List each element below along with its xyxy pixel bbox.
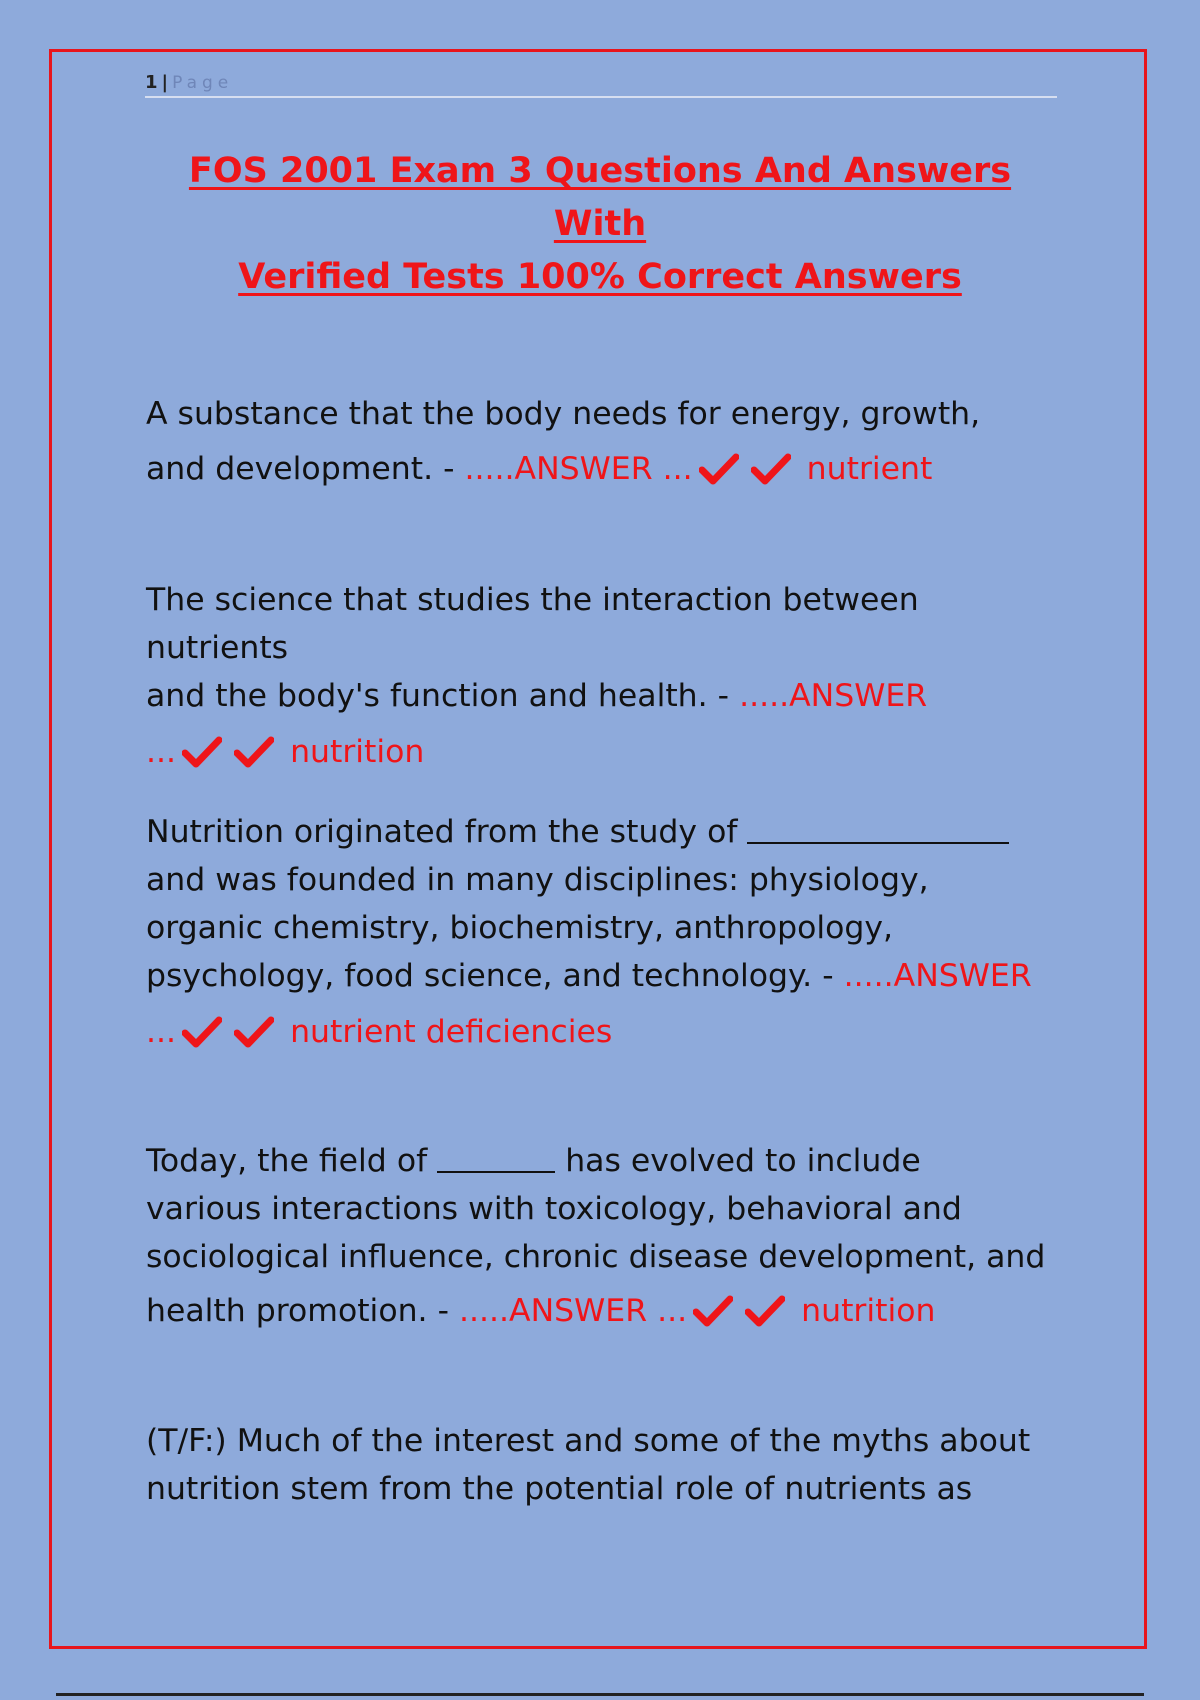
answer-ellipsis: ... bbox=[662, 451, 693, 487]
answer-line bbox=[146, 1008, 1066, 1056]
answer-marker: .....ANSWER bbox=[739, 678, 928, 714]
fill-in-blank bbox=[747, 812, 1009, 844]
question-text: health promotion. - bbox=[146, 1293, 449, 1329]
question-line: and was founded in many disciplines: physiology, bbox=[146, 862, 929, 898]
answer-marker: .....ANSWER bbox=[843, 958, 1032, 994]
question-answer-line bbox=[146, 445, 1066, 493]
question-answer-line bbox=[146, 952, 1066, 1000]
answer-text: nutrition bbox=[290, 734, 425, 770]
qa-item-3 bbox=[146, 808, 1066, 1056]
question-line: The science that studies the interaction between nutrients bbox=[146, 582, 919, 666]
fill-in-blank bbox=[437, 1141, 555, 1173]
question-line: A substance that the body needs for energy, growth, bbox=[146, 396, 981, 432]
check-icon bbox=[751, 453, 791, 485]
answer-text: nutrient bbox=[806, 451, 933, 487]
title-line-1: FOS 2001 Exam 3 Questions And Answers With bbox=[188, 151, 1012, 244]
question-text: psychology, food science, and technology. - bbox=[146, 958, 834, 994]
question-line: sociological influence, chronic disease development, and bbox=[146, 1239, 1046, 1275]
answer-ellipsis: ... bbox=[146, 1014, 177, 1050]
question-line: organic chemistry, biochemistry, anthropology, bbox=[146, 910, 894, 946]
check-icon bbox=[693, 1295, 733, 1327]
qa-item-1 bbox=[146, 390, 1066, 493]
question-answer-line bbox=[146, 1287, 1066, 1335]
answer-marker: .....ANSWER bbox=[464, 451, 653, 487]
check-icon bbox=[234, 736, 274, 768]
page-separator: | bbox=[161, 72, 169, 93]
answer-text: nutrition bbox=[801, 1293, 936, 1329]
question-answer-line bbox=[146, 672, 1066, 720]
answer-marker: .....ANSWER bbox=[458, 1293, 648, 1329]
question-line bbox=[146, 1137, 1066, 1185]
check-icon bbox=[699, 453, 739, 485]
question-text: and the body's function and health. - bbox=[146, 678, 730, 714]
check-icon bbox=[745, 1295, 785, 1327]
question-text: has evolved to include bbox=[565, 1143, 921, 1179]
document-title bbox=[140, 145, 1060, 304]
check-icon bbox=[182, 1016, 222, 1048]
question-text: Nutrition originated from the study of bbox=[146, 814, 738, 850]
page-header bbox=[145, 70, 1057, 98]
page-number: 1 bbox=[145, 72, 158, 93]
page-word: Page bbox=[172, 73, 234, 93]
qa-item-5 bbox=[146, 1417, 1066, 1513]
answer-ellipsis: ... bbox=[657, 1293, 688, 1329]
title-line-2: Verified Tests 100% Correct Answers bbox=[238, 257, 962, 297]
qa-item-4 bbox=[146, 1137, 1066, 1335]
question-text: Today, the field of bbox=[146, 1143, 428, 1179]
question-line: nutrition stem from the potential role of nutrients as bbox=[146, 1471, 973, 1507]
answer-ellipsis: ... bbox=[146, 734, 177, 770]
answer-line bbox=[146, 728, 1066, 776]
check-icon bbox=[182, 736, 222, 768]
question-text: and development. - bbox=[146, 451, 455, 487]
bottom-rule bbox=[56, 1693, 1144, 1696]
question-line: (T/F:) Much of the interest and some of the myths about bbox=[146, 1423, 1031, 1459]
qa-item-2 bbox=[146, 576, 1066, 776]
check-icon bbox=[234, 1016, 274, 1048]
answer-text: nutrient deficiencies bbox=[290, 1014, 613, 1050]
question-line bbox=[146, 808, 1066, 856]
question-line: various interactions with toxicology, behavioral and bbox=[146, 1191, 962, 1227]
